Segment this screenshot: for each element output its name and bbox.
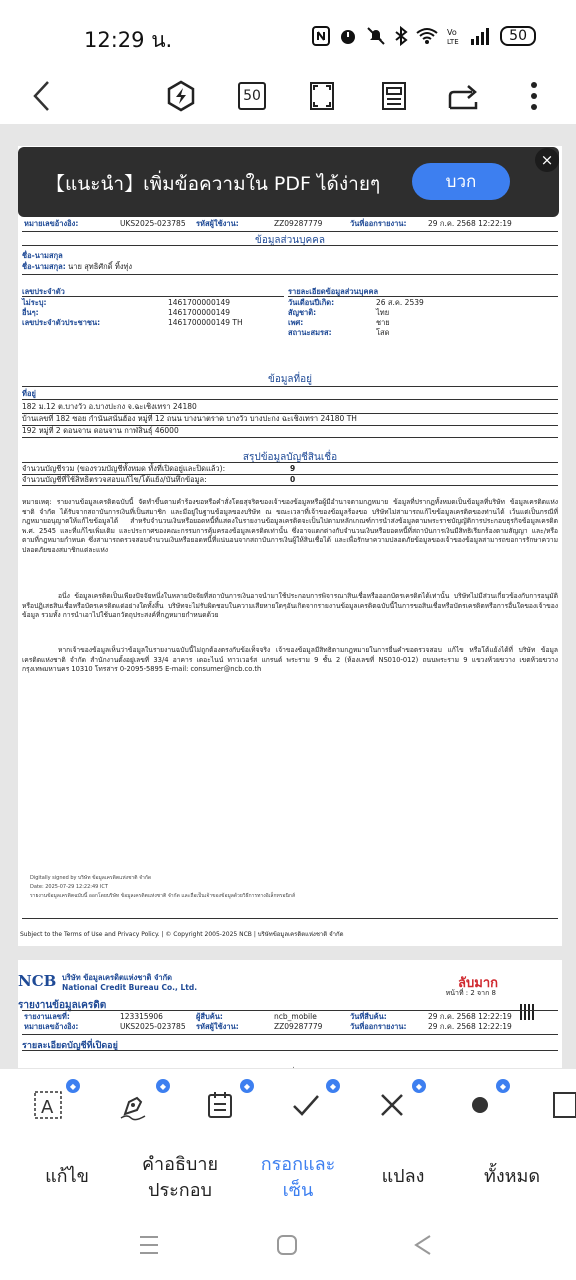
nfc-icon <box>312 26 330 46</box>
signature-line-2: Date: 2025-07-29 12:22:49 ICT <box>30 884 108 890</box>
p2-ref-label: หมายเลขอ้างอิง: <box>24 1022 79 1031</box>
close-icon[interactable]: × <box>535 148 559 172</box>
name-value: นาย สุทธิศักดิ์ ทิ้งทุ่ง <box>68 262 133 271</box>
detail-list <box>288 298 556 338</box>
tab-fill-sign-label: กรอกและ เซ็น <box>260 1154 336 1201</box>
home-icon <box>274 1232 300 1258</box>
signature-line-3: รายงานข้อมูลเครดิตฉบับนี้ ออกโดยบริษัท ข้อมูลเครดิตแห่งชาติ จำกัด และถือเป็นเจ้าของข้อมูลด้วยวิธีการทางอิเล็กทรอนิกส์ <box>30 893 295 899</box>
fullscreen-button[interactable] <box>302 74 342 118</box>
status-icons <box>312 26 536 46</box>
address-line-3: 192 หมู่ที่ 2 ดอนจาน ดอนจาน กาฬสินธุ์ 46000 <box>22 426 558 438</box>
digital-signature <box>30 874 295 901</box>
address-line-1: 182 ม.12 ต.บางวัว อ.บางปะกง จ.ฉะเชิงเทรา 24180 <box>22 402 558 414</box>
note-paragraph-2: อนึ่ง ข้อมูลเครดิตเป็นเพียงปัจจัยหนึ่งในหลายปัจจัยที่สถาบันการเงินอาจนำมาใช้ประกอบการพิจารณาสินเชื่อหรือออกบัตรเครดิตได้เท่านั้น บริษัทไม่มีส่วนเกี่ยวข้องกับการอนุมัติหรือปฏิเสธสินเชื่อหรือบัตรเครดิตแต่อย่างใดทั้งสิ้น บริษัทจะไม่รับผิดชอบในความเสียหายใดๆอันเกิดจากรายงานข้อมูลเครดิตฉบับนี้ในการขอสินเชื่อหรือบัตรเครดิตหรือการอื่นใดของเจ้าของข้อมูล รวมทั้ง การนำเอาไปใช้นอกวัตถุประสงค์ที่กฎหมายกำหนดด้วย <box>22 592 558 620</box>
volte-icon <box>446 26 462 46</box>
page2-row-2 <box>24 1022 556 1032</box>
p2-report-date-label: วันที่ออกรายงาน: <box>350 1022 407 1031</box>
detail-label-4: สถานะสมรส: <box>288 328 332 337</box>
check-tool[interactable] <box>286 1085 326 1125</box>
text-box-badge: ◆ <box>66 1079 80 1093</box>
confidential-label: ลับมาก <box>458 976 498 991</box>
report-title: รายงานข้อมูลเครดิต <box>18 1000 107 1011</box>
banner-add-button[interactable]: บวก <box>412 163 510 200</box>
searcher-value: ncb_mobile <box>274 1012 317 1021</box>
id-label-2: อื่นๆ: <box>22 308 39 317</box>
nav-back-button[interactable] <box>410 1232 436 1258</box>
text-box-tool[interactable] <box>28 1085 68 1125</box>
reader-mode-button[interactable] <box>374 74 414 118</box>
address-heading: ที่อยู่ <box>22 389 36 398</box>
more-icon <box>530 81 538 111</box>
cross-icon <box>377 1090 407 1120</box>
id-list <box>22 298 282 328</box>
square-icon <box>546 1090 576 1120</box>
top-toolbar <box>0 74 576 120</box>
summary-row-2 <box>22 475 558 486</box>
id-label-3: เลขประจำตัวประชาชน: <box>22 318 101 327</box>
summary-row-1 <box>22 464 558 475</box>
back-button[interactable] <box>22 74 62 118</box>
open-accounts-heading: รายละเอียดบัญชีที่เปิดอยู่ <box>22 1041 118 1051</box>
detail-value-3: ชาย <box>376 318 390 327</box>
more-button[interactable] <box>514 74 554 118</box>
name-label: ชื่อ-นามสกุล: <box>22 262 66 271</box>
detail-label-3: เพศ: <box>288 318 304 327</box>
fullscreen-icon <box>309 81 335 111</box>
user-code-label: รหัสผู้ใช้งาน: <box>196 219 239 228</box>
p2-ref-value: UKS2025-023785 <box>120 1022 186 1031</box>
detail-value-2: ไทย <box>376 308 390 317</box>
note-paragraph-3: หากเจ้าของข้อมูลเห็นว่าข้อมูลในรายงานฉบับนี้ไม่ถูกต้องตรงกับข้อเท็จจริง เจ้าของข้อมูลมีสิทธิตามกฎหมายในการยื่นคำขอตรวจสอบ แก้ไข หรือโต้แย้งได้ที่ บริษัท ข้อมูลเครดิตแห่งชาติ จำกัด สำนักงานตั้งอยู่เลขที่ 33/4 อาคาร เดอะไนน์ ทาวเวอร์ส แกรนด์ พระราม 9 ชั้น 2 (ห้องเลขที่ NS010-012) ถนนพระราม 9 แขวงห้วยขวาง เขตห้วยขวาง กรุงเทพมหานคร 10310 โทรสาร 0-2095-5895 E-mail: consumer@ncb.co.th <box>22 646 558 674</box>
tab-annotate[interactable] <box>130 1152 230 1204</box>
search-date-label: วันที่สืบค้น: <box>350 1012 387 1021</box>
address-list <box>22 402 558 438</box>
form-badge: ◆ <box>240 1079 254 1093</box>
bottom-tabs <box>0 1144 576 1210</box>
id-heading: เลขประจำตัว <box>22 287 65 296</box>
ai-icon <box>165 80 197 112</box>
dot-badge: ◆ <box>496 1079 510 1093</box>
summary-table <box>22 464 558 486</box>
share-icon <box>448 82 480 110</box>
report-date-label: วันที่ออกรายงาน: <box>350 219 407 228</box>
status-time: 12:29 น. <box>84 28 173 52</box>
id-label-1: ไม่ระบุ: <box>22 298 47 307</box>
svg-text:LTE: LTE <box>447 38 459 46</box>
search-date-value: 29 ก.ค. 2568 12:22:19 <box>428 1012 512 1021</box>
ref-value: UKS2025-023785 <box>120 219 186 228</box>
detail-label-2: สัญชาติ: <box>288 308 317 317</box>
report-date-value: 29 ก.ค. 2568 12:22:19 <box>428 219 512 228</box>
signal-icon <box>470 27 492 45</box>
p2-user-code-label: รหัสผู้ใช้งาน: <box>196 1022 239 1031</box>
id-value-1: 1461700000149 <box>168 298 231 307</box>
company-name-th: บริษัท ข้อมูลเครดิตแห่งชาติ จำกัด <box>62 973 173 982</box>
mute-icon <box>366 26 386 46</box>
summary-section-title: สรุปข้อมูลบัญชีสินเชื่อ <box>242 452 338 463</box>
battery-indicator: 50 <box>500 26 536 46</box>
ncb-logo-text: NCB <box>18 972 57 990</box>
system-nav-bar <box>0 1210 576 1280</box>
triangle-back-icon <box>410 1232 436 1258</box>
summary-value-2: 0 <box>290 475 296 484</box>
pdf-page-1 <box>18 146 562 946</box>
summary-label-2: จำนวนบัญชีที่ใช้สิทธิตรวจสอบแก้ไข/โต้แย้ง/บันทึกข้อมูล: <box>22 475 207 484</box>
user-code-value: ZZ09287779 <box>274 219 323 228</box>
address-line-2: บ้านเลขที่ 182 ซอย กำนันสนั่นฮ้อง หมู่ที่ 12 ถนน บางนาตราด บางวัว บางปะกง ฉะเชิงเทรา 24180 TH <box>22 414 558 426</box>
form-icon <box>205 1090 235 1120</box>
p2-report-date-value: 29 ก.ค. 2568 12:22:19 <box>428 1022 512 1031</box>
pen-tool[interactable] <box>114 1085 154 1125</box>
personal-section-title: ข้อมูลส่วนบุคคล <box>255 235 325 246</box>
svg-text:A: A <box>41 1097 54 1118</box>
tab-fill-and-sign[interactable] <box>248 1152 348 1204</box>
tab-annotate-label: คำอธิบาย ประกอบ <box>141 1154 219 1201</box>
cross-badge: ◆ <box>412 1079 426 1093</box>
header-row <box>24 219 556 231</box>
detail-heading: รายละเอียดข้อมูลส่วนบุคคล <box>288 287 379 296</box>
ref-label: หมายเลขอ้างอิง: <box>24 219 79 228</box>
detail-value-1: 26 ส.ค. 2539 <box>376 298 424 307</box>
pdf-viewer[interactable] <box>0 124 576 1068</box>
menu-icon <box>136 1232 162 1258</box>
pdf-page-2 <box>18 960 562 1080</box>
wifi-icon <box>416 27 438 45</box>
report-no-value: 123315906 <box>120 1012 163 1021</box>
pen-badge: ◆ <box>156 1079 170 1093</box>
summary-label-1: จำนวนบัญชีรวม (ของรวมบัญชีทั้งหมด ทั้งที่เปิดอยู่และปิดแล้ว): <box>22 464 226 473</box>
id-value-2: 1461700000149 <box>168 308 231 317</box>
page-footer: Subject to the Terms of Use and Privacy Policy. | © Copyright 2005-2025 NCB | บริษัทข้อมูลเครดิตแห่งชาติ จำกัด <box>20 931 344 938</box>
detail-value-4: โสด <box>376 328 390 337</box>
p2-user-code-value: ZZ09287779 <box>274 1022 323 1031</box>
alarm-icon <box>338 26 358 46</box>
ncb-logo <box>18 972 58 992</box>
annotation-toolbar <box>0 1068 576 1144</box>
cross-tool[interactable] <box>372 1085 412 1125</box>
name-heading: ชื่อ-นามสกุล <box>22 251 63 260</box>
form-tool[interactable] <box>200 1085 240 1125</box>
dot-icon <box>465 1090 495 1120</box>
company-name-en: National Credit Bureau Co., Ltd. <box>62 983 198 992</box>
ai-button[interactable] <box>161 74 201 118</box>
square-tool[interactable] <box>546 1085 576 1125</box>
note-paragraph-1: หมายเหตุ: รายงานข้อมูลเครดิตฉบับนี้ จัดทำขึ้นตามคำร้องขอหรือคำสั่งโดยสุจริตของเจ้าของข้อมูลหรือผู้มีอำนาจตามกฎหมาย ข้อมูลที่ปรากฏทั้งหมดเป็นข้อมูลที่บริษัท ข้อมูลเครดิตแห่งชาติ จำกัด ได้รับจากสถาบันการเงินที่เป็นสมาชิก และมีอยู่ในฐานข้อมูลของบริษัท ณ ขณะเวลาที่เจ้าของข้อมูลร้องขอ บริษัทไม่สามารถแก้ไขข้อมูลเครดิตของท่านได้ เว้นแต่เป็นกรณีที่กฎหมายอนุญาตให้แก้ไขข้อมูลได้ สำหรับจำนวนเงินหรือยอดหนี้ที่แสดงในรายงานข้อมูลเครดิตจะเป็นไปตามหลักเกณฑ์การนำส่งข้อมูลตามพระราชบัญญัติการประกอบธุรกิจข้อมูลเครดิต พ.ศ. 2545 และที่แก้ไขเพิ่มเติม และประกาศของคณะกรรมการคุ้มครองข้อมูลเครดิตเท่านั้น ซึ่งอาจแตกต่างกับจำนวนเงินหรือยอดหนี้ที่สถาบันการเงินมีสิทธิเรียกร้องตามสัญญา และ/หรือตามที่กฎหมายกำหนด ซึ่งสามารถตรวจสอบจำนวนเงินหรือยอดหนี้ที่แน่นอนจากสถาบันการเงินผู้ให้สินเชื่อได้ และเพื่อรักษาความปลอดภัยข้อมูลของเจ้าของข้อมูลสามารถขอการรักษาความปลอดภัยของสมาชิกแต่ละแห่ง <box>22 498 558 554</box>
checkmark-icon <box>291 1090 321 1120</box>
recent-apps-button[interactable] <box>136 1232 162 1258</box>
tab-convert[interactable]: แปลง <box>381 1166 425 1187</box>
page-number: หน้าที่ : 2 จาก 8 <box>445 989 496 997</box>
summary-value-1: 9 <box>290 464 296 473</box>
pen-icon <box>119 1090 149 1120</box>
text-box-icon <box>33 1090 63 1120</box>
page-count-icon: 50 <box>238 82 266 110</box>
searcher-label: ผู้สืบค้น: <box>196 1012 223 1021</box>
tab-edit[interactable]: แก้ไข <box>45 1166 89 1187</box>
banner-text: 【แนะนำ】เพิ่มข้อความใน PDF ได้ง่ายๆ <box>46 173 381 195</box>
signature-line-1: Digitally signed by บริษัท ข้อมูลเครดิตแห่งชาติ จำกัด <box>30 875 152 881</box>
promo-banner <box>18 147 559 217</box>
reader-icon <box>381 81 407 111</box>
report-no-label: รายงานเลขที่: <box>24 1012 70 1021</box>
back-icon <box>32 80 52 112</box>
status-bar <box>0 0 576 74</box>
bluetooth-icon <box>394 26 408 46</box>
tab-all[interactable]: ทั้งหมด <box>483 1166 541 1187</box>
detail-label-1: วันเดือนปีเกิด: <box>288 298 335 307</box>
dot-tool[interactable] <box>460 1085 500 1125</box>
check-badge: ◆ <box>326 1079 340 1093</box>
share-button[interactable] <box>444 74 484 118</box>
address-section-title: ข้อมูลที่อยู่ <box>267 374 313 385</box>
name-row <box>22 262 132 272</box>
home-button[interactable] <box>274 1232 300 1258</box>
svg-text:Vo: Vo <box>447 28 457 37</box>
page-count-button[interactable] <box>232 74 272 118</box>
page2-row-1 <box>24 1012 556 1022</box>
id-value-3: 1461700000149 TH <box>168 318 243 327</box>
